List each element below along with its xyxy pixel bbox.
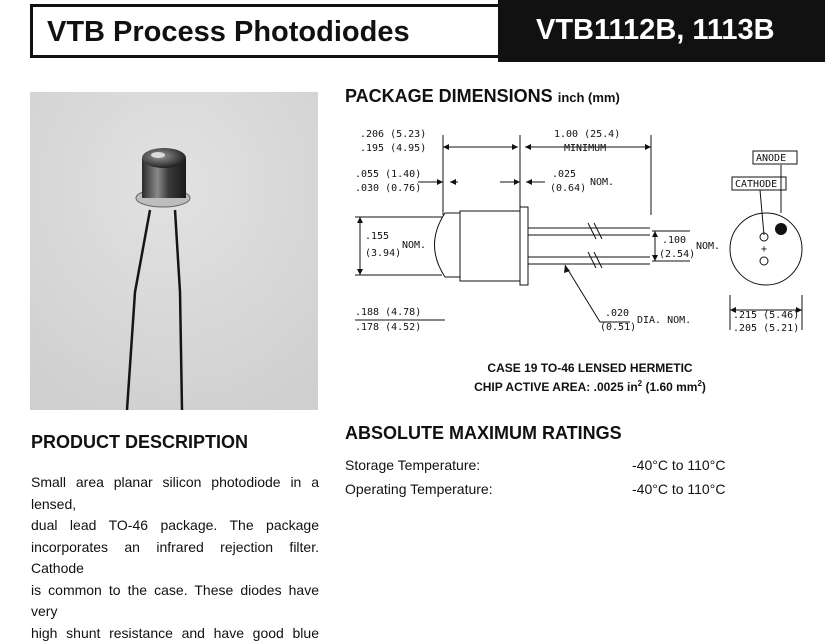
- dim-length-lo: .195 (4.95): [360, 143, 426, 154]
- product-photo: [30, 92, 318, 410]
- case-line: CASE 19 TO-46 LENSED HERMETIC: [390, 360, 790, 376]
- dim-lead-length: 1.00 (25.4): [554, 129, 620, 140]
- rating-label: Storage Temperature:: [345, 457, 480, 473]
- dim-can-dia-hi: .215 (5.46): [733, 310, 799, 321]
- dim-flange-gap-mm: (0.64): [550, 183, 586, 194]
- dim-flange-gap-in: .025: [552, 169, 576, 180]
- dim-lead-dia-mm: (0.51): [600, 322, 636, 333]
- dim-can-dia-lo: .205 (5.21): [733, 323, 799, 334]
- dim-lead-space-mm: (2.54): [659, 249, 695, 260]
- header-title-box: [30, 4, 498, 58]
- ratings-title: ABSOLUTE MAXIMUM RATINGS: [345, 423, 622, 444]
- package-dimension-drawing: [340, 115, 825, 365]
- dim-lead-dia-note: DIA. NOM.: [637, 315, 691, 326]
- description-line: incorporates an infrared rejection filter. Cathode: [31, 537, 319, 580]
- anode-label: ANODE: [756, 153, 786, 164]
- description-line: high shunt resistance and have good blue: [31, 623, 319, 644]
- rating-value: -40°C to 110°C: [632, 457, 725, 473]
- description-line: is common to the case. These diodes have very: [31, 580, 319, 623]
- dim-lead-space-note: NOM.: [696, 241, 720, 252]
- product-description-title: PRODUCT DESCRIPTION: [31, 432, 248, 453]
- rating-row-storage: [345, 457, 480, 473]
- product-description-text: [31, 472, 319, 644]
- package-unit: inch (mm): [558, 90, 620, 105]
- description-line: Small area planar silicon photodiode in a lensed,: [31, 472, 319, 515]
- dim-body-dia-hi: .188 (4.78): [355, 307, 421, 318]
- polarity-mark: +: [761, 244, 767, 255]
- dim-lead-dia-in: .020: [605, 308, 629, 319]
- rating-label: Operating Temperature:: [345, 481, 493, 497]
- cathode-label: CATHODE: [735, 179, 777, 190]
- dim-flange-hi: .055 (1.40): [355, 169, 421, 180]
- header-part-box: [498, 0, 825, 62]
- dim-lead-space-in: .100: [662, 235, 686, 246]
- dim-flange-gap-note: NOM.: [590, 177, 614, 188]
- dim-body-dia-lo: .178 (4.52): [355, 322, 421, 333]
- part-numbers: VTB1112B, 1113B: [536, 14, 775, 47]
- dim-flange-lo: .030 (0.76): [355, 183, 421, 194]
- description-line: dual lead TO-46 package. The package: [31, 515, 319, 537]
- rating-row-operating: [345, 481, 493, 497]
- dim-lead-length-note: MINIMUM: [564, 143, 606, 154]
- dim-lens-dia-mm: (3.94): [365, 248, 401, 259]
- case-info: [390, 360, 790, 395]
- rating-value: -40°C to 110°C: [632, 481, 725, 497]
- dim-lens-dia-note: NOM.: [402, 240, 426, 251]
- dim-lens-dia-in: .155: [365, 231, 389, 242]
- chip-active-area: CHIP ACTIVE AREA: .0025 $in^2$ (1.60 $mm^2$): [390, 376, 790, 395]
- dim-length-hi: .206 (5.23): [360, 129, 426, 140]
- page-title: VTB Process Photodiodes: [47, 16, 410, 49]
- package-dimensions-title: PACKAGE DIMENSIONS inch (mm): [345, 86, 620, 107]
